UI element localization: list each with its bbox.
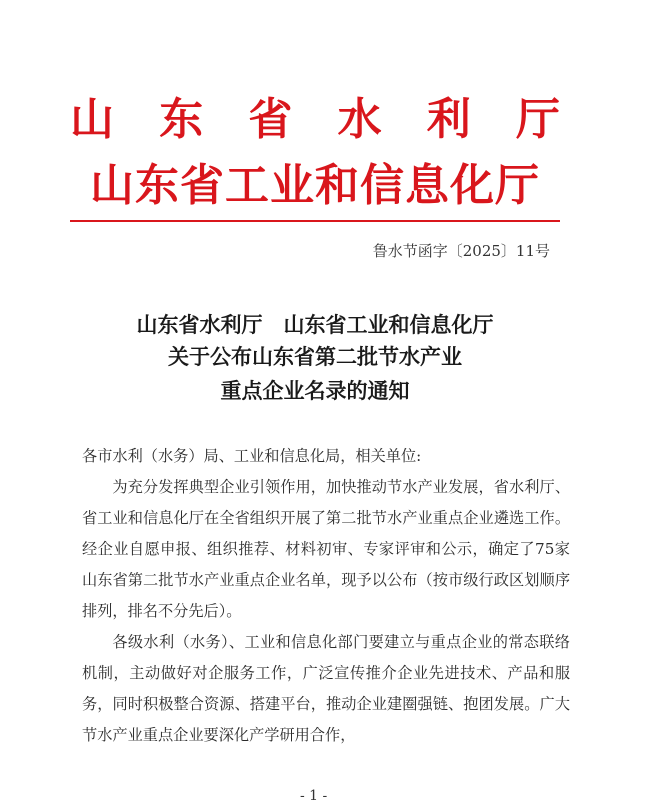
- header-char: 水: [337, 94, 382, 145]
- document-title-line1: 山东省水利厅 山东省工业和信息化厅: [136, 312, 494, 337]
- red-divider: [70, 220, 560, 222]
- body-paragraph-2: 各级水利（水务）、工业和信息化部门要建立与重点企业的常态联络机制，主动做好对企服务工作，广泛宣传推介企业先进技术、产品和服务，同时积极整合资源、搭建平台，推动企业建圈强链、抱团发展。广大节水产业重点企业要深化产学研用合作，: [82, 633, 570, 744]
- header-char: 利: [426, 94, 471, 145]
- page-number: - 1 -: [300, 788, 328, 804]
- document-number: 鲁水节函字〔2025〕11号: [372, 242, 550, 260]
- salutation: 各市水利（水务）局、工业和信息化局，相关单位:: [82, 447, 422, 465]
- header-char: 山: [70, 94, 114, 145]
- header-char: 省: [248, 94, 293, 145]
- issuer-header-industry: 山东省工业和信息化厅: [90, 160, 540, 211]
- header-char: 东: [159, 94, 204, 145]
- document-title-line2: 关于公布山东省第二批节水产业: [168, 344, 462, 369]
- issuer-header-water: [70, 92, 560, 148]
- body-paragraph-1: 为充分发挥典型企业引领作用，加快推动节水产业发展，省水利厅、省工业和信息化厅在全省组织开展了第二批节水产业重点企业遴选工作。经企业自愿申报、组织推荐、材料初审、专家评审和公示，确定了75家山东省第二批节水产业重点企业名单，现予以公布（按市级行政区划顺序排列，排名不分先后）。: [82, 478, 570, 620]
- header-char: 厅: [515, 94, 560, 145]
- document-title-line3: 重点企业名录的通知: [220, 378, 410, 403]
- document-body: [82, 441, 570, 751]
